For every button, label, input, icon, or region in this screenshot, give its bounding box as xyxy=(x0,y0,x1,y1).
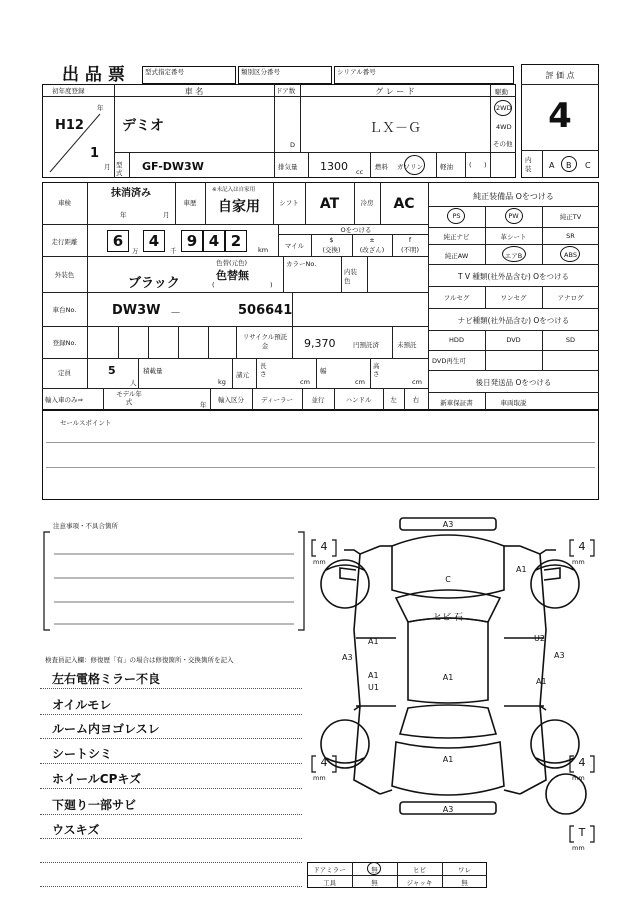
recycle-label: リサイクル預託金 xyxy=(242,333,288,350)
doors-value: D xyxy=(290,141,296,149)
navi-hdd: HDD xyxy=(449,336,464,344)
mark-right-front-door-1: U2 xyxy=(534,634,545,643)
handle-label: ハンドル xyxy=(345,396,372,404)
color-value: ブラック xyxy=(128,276,180,291)
equip-abs-circle xyxy=(560,246,580,262)
caution-label: 注意事項・不具合箇所 xyxy=(53,522,118,530)
inspector-label: 検査員記入欄：修復歴「有」の場合は修復箇所・交換箇所を記入 xyxy=(45,656,234,664)
equip-tv: 純正TV xyxy=(559,213,582,221)
mileage-digit-1-value: 6 xyxy=(112,232,124,250)
mileage-unit-sen: 千 xyxy=(170,247,177,255)
equip-pw: PW xyxy=(508,212,519,220)
equip-leather: 革シート xyxy=(500,233,527,241)
tire-fl-depth: 4 xyxy=(320,540,328,553)
interior-color-label: 内装色 xyxy=(344,268,357,285)
mark-hood: C xyxy=(445,575,451,584)
mark-right-front-door-2: A3 xyxy=(554,651,565,660)
ac-value: AC xyxy=(393,196,415,212)
mileage-digit-3-value: 9 xyxy=(186,232,198,250)
aftermarket-manual: 車両取説 xyxy=(500,399,527,407)
tire-fr-depth: 4 xyxy=(578,540,586,553)
equip-pw-circle xyxy=(505,208,523,224)
shaken-month: 月 xyxy=(163,211,170,219)
mile-label: マイル xyxy=(284,242,305,250)
tire-spare-label: T xyxy=(578,826,586,839)
mileage-digit-4-value: 4 xyxy=(208,232,220,250)
month-value: 1 xyxy=(90,146,100,161)
mileage-label: 走行距離 xyxy=(51,238,78,246)
navi-sd: SD xyxy=(565,336,576,344)
caution-bracket xyxy=(40,520,310,640)
shaken-value: 抹消済み xyxy=(111,188,151,199)
exchange-label: (交換) xyxy=(322,246,341,254)
fuel-circle xyxy=(404,155,425,175)
mark-left-front-door: A1 xyxy=(368,637,379,646)
repaint-label: 色替(元色) xyxy=(216,259,248,267)
mark-right-rear-door: A1 xyxy=(536,677,547,686)
dims-label: 諸元 xyxy=(236,371,249,379)
navi-dvd: DVD xyxy=(506,336,521,344)
evaluation-score: 4 xyxy=(548,96,572,136)
footer-door-mirror-value: 無 xyxy=(371,866,378,874)
footer-door-mirror: ドアミラー xyxy=(313,866,346,874)
note-line-6: 下廻り一部サビ xyxy=(52,798,137,812)
displacement-label: 排気量 xyxy=(278,163,298,171)
model-year-unit: 年 xyxy=(200,401,207,409)
car-name-value: デミオ xyxy=(122,118,164,134)
shift-label: シフト xyxy=(279,199,299,207)
note-line-5: ホイールCPキズ xyxy=(52,772,142,786)
grade-value: ＬＸ－Ｇ xyxy=(368,121,421,136)
equip-sr: SR xyxy=(566,232,575,240)
mileage-digit-5-value: 2 xyxy=(230,232,242,250)
note-line-1: 左右電格ミラー不良 xyxy=(52,672,161,686)
tv-fullseg: フルセグ xyxy=(443,294,470,302)
model-value: GF-DW3W xyxy=(142,160,204,173)
sales-points-label: セールスポイント xyxy=(60,419,112,427)
evaluation-label: 評 価 点 xyxy=(545,71,575,80)
year-suffix: 年 xyxy=(97,104,104,112)
chassis-dash: － xyxy=(170,306,181,319)
footer-jack-value: 無 xyxy=(461,879,468,887)
footer-tools: 工具 xyxy=(323,879,336,887)
first-reg-label: 初年度登録 xyxy=(52,87,85,95)
import-type-label: 輸入区分 xyxy=(218,396,244,404)
drive-other: その他 xyxy=(493,140,513,148)
interior-label: 内装 xyxy=(525,156,532,173)
tire-rl-unit: mm xyxy=(313,774,326,782)
doors-label: ドア数 xyxy=(276,87,296,95)
aftermarket-warranty: 新車保証書 xyxy=(440,399,473,407)
height-unit: cm xyxy=(412,378,422,386)
shift-value: AT xyxy=(319,196,340,212)
handle-left: 左 xyxy=(390,396,397,404)
sales-points-box xyxy=(42,410,599,500)
mark-windshield: ヒビ 石 xyxy=(433,613,463,623)
fuel-label: 燃料 xyxy=(375,163,388,171)
mark-left-rear-door-2: U1 xyxy=(368,683,379,692)
tv-title: T V 種類(社外品含む) Oをつける xyxy=(457,272,570,281)
interior-grade-b: B xyxy=(566,161,572,170)
car-name-label: 車 名 xyxy=(184,87,204,96)
tire-fl-unit: mm xyxy=(313,558,326,566)
genuine-title: 純正装備品 Oをつける xyxy=(473,192,554,201)
chassis-prefix: DW3W xyxy=(112,303,161,318)
drive-4wd: 4WD xyxy=(496,123,512,131)
footer-tools-value: 無 xyxy=(371,879,378,887)
tire-fr-unit: mm xyxy=(572,558,585,566)
footer-break: ワレ xyxy=(458,866,471,874)
mark-front-right-fender: A1 xyxy=(516,565,527,574)
displacement-value: 1300 xyxy=(320,160,348,173)
shaken-label: 車検 xyxy=(58,199,71,207)
mileage-digit-2-value: 4 xyxy=(148,232,160,250)
unknown-label: (不明) xyxy=(400,246,420,254)
tv-analog: アナログ xyxy=(557,294,584,302)
form-title: 出 品 票 xyxy=(62,65,125,85)
equip-ps: PS xyxy=(452,212,461,220)
note-line-3: ルーム内ヨゴレスレ xyxy=(52,722,160,736)
note-line-2: オイルモレ xyxy=(52,698,112,712)
interior-grade-a: A xyxy=(549,161,555,170)
fuel-diesel: 軽油 xyxy=(440,163,453,171)
mileage-unit-man: 万 xyxy=(132,247,139,255)
footer-crack: ヒビ xyxy=(413,866,426,874)
type-approval-label: 型式指定番号 xyxy=(145,68,184,76)
mileage-unit-km: km xyxy=(258,246,269,254)
chassis-label: 車台No. xyxy=(52,306,77,314)
aftermarket-title: 後日発送品 Oをつける xyxy=(475,378,552,387)
drive-label: 駆動 xyxy=(495,88,508,96)
equip-navi: 純正ナビ xyxy=(443,233,470,241)
month-suffix: 月 xyxy=(104,163,111,171)
handle-right: 右 xyxy=(412,396,420,404)
history-note: ※未記入は自家用 xyxy=(212,187,256,193)
recycle-paid: 円預託済 xyxy=(353,341,379,349)
tamper-label: (改ざん) xyxy=(359,246,385,254)
model-label: 型式 xyxy=(116,161,123,177)
fuel-gasoline: ガソリン xyxy=(397,163,423,171)
drive-2wd: 2WD xyxy=(496,104,512,112)
serial-label: シリアル番号 xyxy=(337,68,376,76)
tire-spare-unit: mm xyxy=(572,844,585,852)
capacity-value: 5 xyxy=(108,364,116,377)
grade-label: グ レ ー ド xyxy=(375,87,415,96)
maru-label: Oをつける xyxy=(340,226,372,234)
parallel-label: 並行 xyxy=(311,396,325,404)
height-label: 高さ xyxy=(373,362,380,378)
mark-left-rear-door-1: A1 xyxy=(368,671,379,680)
capacity-unit: 人 xyxy=(130,379,137,387)
equip-airbag: エアB xyxy=(504,252,523,260)
chassis-number: 506641 xyxy=(238,303,293,318)
recycle-value: 9,370 xyxy=(304,337,336,350)
length-unit: cm xyxy=(300,378,310,386)
mark-left-pillar: A3 xyxy=(342,653,353,662)
tv-oneseg: ワンセグ xyxy=(500,294,527,302)
navi-title: ナビ種類(社外品含む) Oをつける xyxy=(457,316,570,325)
year-value: H12 xyxy=(55,118,84,133)
footer-jack: ジャッキ xyxy=(406,879,433,887)
equip-aw: 純正AW xyxy=(444,252,469,260)
capacity-label: 定員 xyxy=(58,369,71,377)
width-unit: cm xyxy=(355,378,365,386)
color-label: 外装色 xyxy=(54,271,75,279)
width-label: 幅 xyxy=(320,367,327,375)
history-label: 車歴 xyxy=(183,199,197,207)
history-value: 自家用 xyxy=(218,199,260,215)
reg-no-label: 登録No. xyxy=(52,339,77,347)
mark-front-bumper: A3 xyxy=(442,520,454,529)
displacement-unit: cc xyxy=(356,168,364,176)
category-label: 類別区分番号 xyxy=(241,68,280,76)
note-line-4: シートシミ xyxy=(52,747,113,761)
recycle-unpaid: 未預託 xyxy=(397,341,417,349)
color-no-label: カラーNo. xyxy=(286,260,317,268)
load-label: 積載量 xyxy=(143,367,163,375)
mark-trunk: A1 xyxy=(442,755,454,764)
tire-rr-depth: 4 xyxy=(578,756,586,769)
shaken-year: 年 xyxy=(120,211,127,219)
note-line-7: ウスキズ xyxy=(52,823,100,837)
load-unit: kg xyxy=(218,378,226,386)
ac-label: 冷房 xyxy=(360,199,374,207)
tire-rl-depth: 4 xyxy=(320,756,328,769)
equip-airbag-circle xyxy=(502,246,526,262)
length-label: 長さ xyxy=(260,362,267,378)
dvd-label: DVD再生可 xyxy=(432,357,466,365)
repaint-value: 色替無 xyxy=(216,269,249,282)
footer-mirror-circle xyxy=(367,862,381,875)
mark-roof: A1 xyxy=(442,673,454,682)
import-label: 輸入車のみ⇒ xyxy=(45,396,83,404)
equip-ps-circle xyxy=(447,208,465,224)
tire-rr-unit: mm xyxy=(572,774,585,782)
mark-rear-bumper: A3 xyxy=(442,805,454,814)
equip-abs: ABS xyxy=(564,251,577,259)
car-damage-diagram xyxy=(300,510,600,872)
interior-grade-c: C xyxy=(585,161,591,170)
dealer-label: ディーラー xyxy=(261,396,293,404)
model-year-label: モデル年式 xyxy=(116,390,142,406)
